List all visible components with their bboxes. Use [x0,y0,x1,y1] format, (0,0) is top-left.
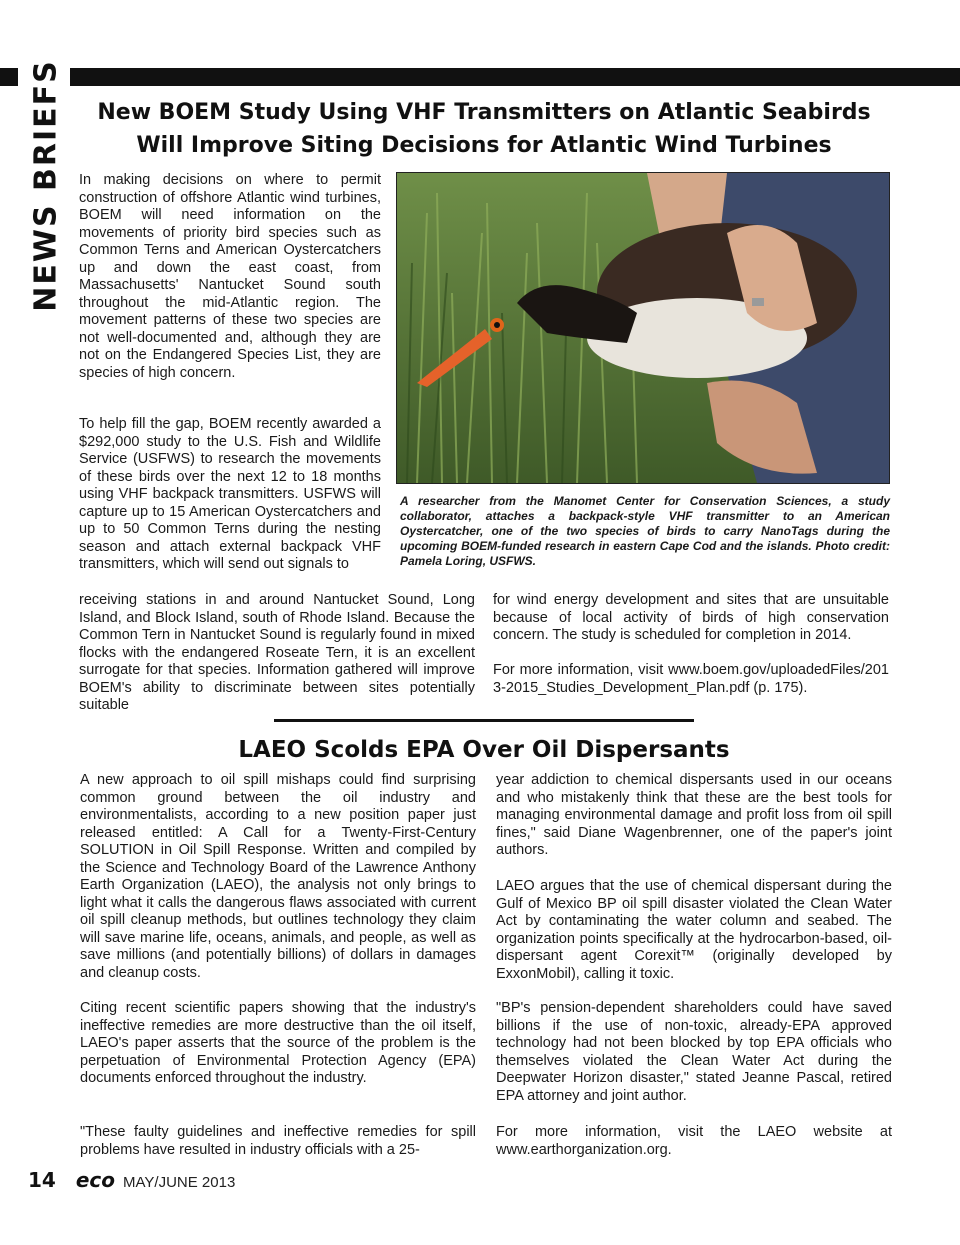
section-tab [0,68,18,86]
article2-left-paragraph-1: A new approach to oil spill mishaps could find surprising common ground between the oil industry and environmentalists, according to a new position paper just released entitled: A Call for a Twenty-First-Century SOLUTION in Oil Spill Response. Written and compiled by the Science and Technology Board of the Lawrence Anthony Earth Organization (LAEO), the analysis not only brings to light what it calls the dangerous flaws associated with current oil spill cleanup methods, but outlines technology they claim will save marine life, oceans, animals, and people, as well as save millions (and potentially billions) of dollars in damages and cleanup costs. [80,772,476,981]
page-number: 14 [28,1168,56,1192]
article2-right-paragraph-1: year addiction to chemical dispersants used in our oceans and who mistakenly think that these are the best tools for managing environmental damage and profit loss from oil spill fines," said Diane Wagenbrenner, one of the paper's joint authors. [496,772,892,858]
article1-paragraph-2: To help fill the gap, BOEM recently awarded a $292,000 study to the U.S. Fish and Wildlife Service (USFWS) to research the movements of these birds over the next 12 to 18 months using VHF backpack transmitters. USFWS will capture up to 15 American Oystercatchers and up to 50 Common Terns during the nesting season and attach external backpack VHF transmitters, which will send out signals to [79,416,381,572]
section-label-text: NEWS BRIEFS [28,58,64,312]
article1-headline [84,96,884,162]
article2-left-paragraph-2: Citing recent scientific papers showing that the industry's ineffective remedies are more destructive than the oil itself, LAEO's paper asserts that the source of the problem is the perpetuation of Environmental Protection Agency (EPA) documents enforced throughout the industry. [80,1000,476,1086]
article2-headline: LAEO Scolds EPA Over Oil Dispersants [238,737,730,763]
photo-illustration [397,173,889,483]
page-footer [28,1168,235,1196]
article1-paragraph-1: In making decisions on where to permit construction of offshore Atlantic wind turbines, BOEM will need information on the movements of priority bird species such as Common Terns and American Oystercatchers up and down the east coast, from Massachusetts' Nantucket Sound south throughout the mid-Atlantic region. The movement patterns of these two species are not well-documented and, although they are not on the Endangered Species List, they are species of high concern. [79,172,381,381]
article2-left-paragraph-3: "These faulty guidelines and ineffective remedies for spill problems have resulted in industry officials with a 25- [80,1124,476,1158]
top-rule [70,68,960,86]
article1-headline-line1: New BOEM Study Using VHF Transmitters on Atlantic Seabirds [97,100,871,125]
photo-caption: A researcher from the Manomet Center for Conservation Sciences, a study collaborator, attaches a backpack-style VHF transmitter to an American Oystercatcher, one of the two species of birds to carry NanoTags during the upcoming BOEM-funded research in eastern Cape Cod and the islands. Photo credit: Pamela Loring, USFWS. [400,494,890,568]
article2-right-paragraph-3: "BP's pension-dependent shareholders could have saved billions if the use of non-toxic, already-EPA approved technology had not been blocked by top EPA officials who themselves violated the Clean Water Act during the Deepwater Horizon disaster," stated Jeanne Pascal, retired EPA attorney and joint author. [496,1000,892,1104]
article1-paragraph-2-cont: receiving stations in and around Nantucket Sound, Long Island, and Block Island, south of Rhode Island. Because the Common Tern in Nantucket Sound is regularly found in mixed flocks with the endangered Roseate Tern, it is an excellent surrogate for that species. Information gathered will improve BOEM's ability to discriminate between sites potentially suitable [79,592,475,713]
article1-headline-line2: Will Improve Siting Decisions for Atlantic Wind Turbines [136,133,832,158]
magazine-name: eco [75,1168,116,1192]
article2-right-paragraph-2: LAEO argues that the use of chemical dispersant during the Gulf of Mexico BP oil spill disaster violated the Clean Water Act by contaminating the water column and seabed. The organization points specifically at the hydrocarbon-based, oil-dispersant agent Corexit™ (originally developed by ExxonMobil), calling it toxic. [496,878,892,982]
section-label [18,40,74,330]
article1-paragraph-2-end: for wind energy development and sites that are unsuitable because of local activity of birds of high conservation concern. The study is scheduled for completion in 2014. [493,592,889,643]
issue-date: MAY/JUNE 2013 [123,1174,236,1191]
oystercatcher-photo [396,172,890,484]
section-divider [274,719,694,722]
article1-more-info: For more information, visit www.boem.gov/uploadedFiles/2013-2015_Studies_Development_Plan.pdf (p. 175). [493,662,889,696]
article2-right-paragraph-4: For more information, visit the LAEO website at www.earthorganization.org. [496,1124,892,1158]
